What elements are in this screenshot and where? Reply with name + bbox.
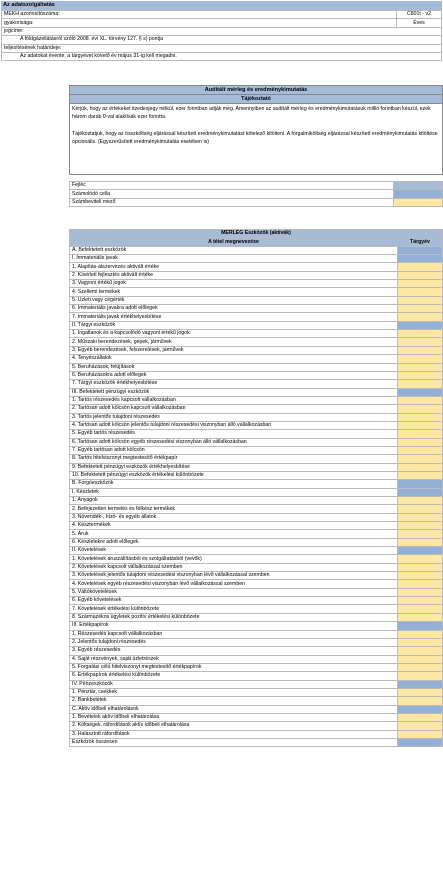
row-label: 3. Követelések jelentős tulajdoni részesedési viszonyban lévő vállalkozással szemben [70, 572, 398, 580]
deadline-label: teljesítésének határideje: [2, 44, 442, 52]
row-label: 1. Tartós részesedés kapcsolt vállalkozásban [70, 396, 398, 404]
legend-header-swatch [394, 182, 443, 190]
row-label: 2. Jelentős tulajdoni részesedés [70, 638, 398, 646]
input-cell[interactable] [398, 655, 443, 663]
calculated-cell [398, 680, 443, 688]
table-row [70, 288, 443, 296]
row-label: 8. Származékos ügyletek pozitív értékelési különbözete [70, 613, 398, 621]
table-row [70, 321, 443, 329]
input-cell[interactable] [398, 697, 443, 705]
table-row [70, 513, 443, 521]
row-label: 7. Tárgyi eszközök értékhelyesbítése [70, 380, 398, 388]
table-row [70, 672, 443, 680]
input-cell[interactable] [398, 405, 443, 413]
table-row [70, 471, 443, 479]
input-cell[interactable] [398, 430, 443, 438]
calculated-cell [398, 388, 443, 396]
input-cell[interactable] [398, 271, 443, 279]
row-label: 4. Tartósan adott kölcsön jelentős tulajdoni részesedési viszonyban álló vállalkozásban [70, 421, 398, 429]
row-label: 7. Egyéb tartósan adott kölcsön [70, 446, 398, 454]
table-row [70, 346, 443, 354]
row-label: II. Tárgyi eszközök [70, 321, 398, 329]
row-label: 1. Ingatlanok és a kapcsolódó vagyoni értékű jogok [70, 330, 398, 338]
legal-basis-text: A földgázellátásról szóló 2008. évi XL. törvény 127. § s) pontja [2, 36, 442, 44]
table-row [70, 580, 443, 588]
row-label: 2. Műszaki berendezések, gépek, járművek [70, 338, 398, 346]
table-row [70, 438, 443, 446]
input-cell[interactable] [398, 338, 443, 346]
table-row [70, 280, 443, 288]
table-row [70, 430, 443, 438]
table-row [70, 530, 443, 538]
legend-header-label: Fejléc [70, 182, 394, 190]
input-cell[interactable] [398, 580, 443, 588]
row-label: 3. Halasztott ráfordítások [70, 730, 398, 738]
input-cell[interactable] [398, 505, 443, 513]
row-label: 3. Tartós jelentős tulajdoni részesedés [70, 413, 398, 421]
deadline-text: Az adatokat évente, a tárgyévet követő év május 31-ig kell megadni. [2, 52, 442, 60]
row-label: 3. Egyéb berendezések, felszerelések, járművek [70, 346, 398, 354]
input-cell[interactable] [398, 371, 443, 379]
table-row [70, 705, 443, 713]
table-row [70, 730, 443, 738]
calculated-cell [398, 321, 443, 329]
row-label: 3. Vagyoni értékű jogok [70, 280, 398, 288]
column-current-year: Tárgyév [398, 238, 443, 246]
info-table [1, 10, 442, 61]
table-row [70, 413, 443, 421]
row-label: 9. Befektetett pénzügyi eszközök értékhelyesbítése [70, 463, 398, 471]
input-cell[interactable] [398, 530, 443, 538]
table-row [70, 547, 443, 555]
table-row [70, 355, 443, 363]
input-cell[interactable] [398, 647, 443, 655]
balance-title: MÉRLEG Eszközök (aktívák) [70, 230, 443, 238]
table-row [70, 488, 443, 496]
input-cell[interactable] [398, 597, 443, 605]
audit-info-box [69, 85, 443, 175]
row-label: 4. Saját részvények, saját üzletrészek [70, 655, 398, 663]
input-cell[interactable] [398, 346, 443, 354]
input-cell[interactable] [398, 730, 443, 738]
calculated-cell [398, 488, 443, 496]
legend-input-swatch [394, 198, 443, 206]
input-cell[interactable] [398, 605, 443, 613]
audit-body [70, 104, 442, 174]
row-label: IV. Pénzeszközök [70, 680, 398, 688]
input-cell[interactable] [398, 638, 443, 646]
table-row [70, 563, 443, 571]
table-row [70, 713, 443, 721]
table-row [70, 697, 443, 705]
row-label: 2. Tartósan adott kölcsön kapcsolt vállalkozásban [70, 405, 398, 413]
row-label: 4. Tenyészállatok [70, 355, 398, 363]
row-label: 6. Tartósan adott kölcsön egyéb részesedési viszonyban álló vállalkozásban [70, 438, 398, 446]
table-row [70, 555, 443, 563]
input-cell[interactable] [398, 513, 443, 521]
calculated-cell [398, 622, 443, 630]
table-row [70, 722, 443, 730]
input-cell[interactable] [398, 288, 443, 296]
row-label: 5. Forgatási célú hitelviszonyt megtestesítő értékpapírok [70, 663, 398, 671]
table-row [70, 463, 443, 471]
row-label: 2. Kísérleti fejlesztés aktivált értéke [70, 271, 398, 279]
input-cell[interactable] [398, 296, 443, 304]
input-cell[interactable] [398, 263, 443, 271]
row-label: 5. Üzleti vagy cégérték [70, 296, 398, 304]
row-label: 5. Beruházások, felújítások [70, 363, 398, 371]
table-row [70, 680, 443, 688]
legend-input-label: Számbeviteli mező [70, 198, 394, 206]
row-label: 5. Egyéb tartós részesedés [70, 430, 398, 438]
row-label: III. Értékpapírok [70, 622, 398, 630]
input-cell[interactable] [398, 446, 443, 454]
row-label: 4. Követelések egyéb részesedési viszonyban lévő vállalkozással szemben [70, 580, 398, 588]
table-row [70, 388, 443, 396]
legend-calculated-label: Számolódó cella [70, 190, 394, 198]
table-row [70, 363, 443, 371]
row-label: 6. Értékpapírok értékelési különbözete [70, 672, 398, 680]
table-row [70, 480, 443, 488]
table-row [70, 421, 443, 429]
table-row [70, 380, 443, 388]
color-legend [69, 181, 443, 207]
row-label: 3. Növendék-, hízó- és egyéb állatok [70, 513, 398, 521]
input-cell[interactable] [398, 330, 443, 338]
row-label: 2. Befejezetlen termelés és félkész termékek [70, 505, 398, 513]
row-label: A. Befektetett eszközök [70, 246, 398, 254]
table-row [70, 738, 443, 746]
legal-basis-label: jogcíme: [2, 27, 442, 35]
input-cell[interactable] [398, 497, 443, 505]
row-label: 1. Követelések áruszállításból és szolgáltatásból (vevők) [70, 555, 398, 563]
input-cell[interactable] [398, 672, 443, 680]
table-row [70, 296, 443, 304]
calculated-cell [398, 255, 443, 263]
table-row [70, 330, 443, 338]
input-cell[interactable] [398, 305, 443, 313]
input-cell[interactable] [398, 313, 443, 321]
row-label: 1. Anyagok [70, 497, 398, 505]
audit-paragraph-1: Kérjük, hogy az értékeket tizedesjegy nélkül, ezer forintban adják meg. Amennyiben az auditált mérleg és eredménykimutatásuk millió forintban készül, ezek három darab 0-val alakítsák ezer forintta. [72, 106, 431, 120]
audit-subtitle: Tájékoztató [70, 95, 442, 104]
table-row [70, 605, 443, 613]
table-row [70, 638, 443, 646]
input-cell[interactable] [398, 572, 443, 580]
table-row [70, 246, 443, 254]
calculated-cell [398, 738, 443, 746]
row-label: 2. Költségek, ráfordítások aktív időbeli elhatárolása [70, 722, 398, 730]
calculated-cell [398, 705, 443, 713]
row-label: 1. Alapítás-átszervezés aktivált értéke [70, 263, 398, 271]
input-cell[interactable] [398, 563, 443, 571]
row-label: 2. Bankbetétek [70, 697, 398, 705]
input-cell[interactable] [398, 522, 443, 530]
mekh-id-value: C801t - v2 [397, 11, 442, 19]
table-row [70, 305, 443, 313]
input-cell[interactable] [398, 421, 443, 429]
table-row [70, 588, 443, 596]
row-label: 7. Követelések értékelési különbözete [70, 605, 398, 613]
table-row [70, 446, 443, 454]
row-label: 1. Részesedés kapcsolt vállalkozásban [70, 630, 398, 638]
balance-sheet-table [69, 229, 443, 747]
input-cell[interactable] [398, 455, 443, 463]
input-cell[interactable] [398, 355, 443, 363]
row-label: C. Aktív időbeli elhatárolások [70, 705, 398, 713]
table-row [70, 497, 443, 505]
table-row [70, 338, 443, 346]
table-row [70, 255, 443, 263]
row-label: 1. Bevételek aktív időbeli elhatárolása [70, 713, 398, 721]
row-label: B. Forgóeszközök [70, 480, 398, 488]
input-cell[interactable] [398, 555, 443, 563]
table-row [70, 663, 443, 671]
input-cell[interactable] [398, 588, 443, 596]
table-row [70, 538, 443, 546]
table-row [70, 263, 443, 271]
input-cell[interactable] [398, 438, 443, 446]
input-cell[interactable] [398, 463, 443, 471]
table-row [70, 630, 443, 638]
audit-paragraph-2: Tájékoztatjuk, hogy az összköltség eljárással készített eredménykimutatást kötelező kitölteni. A forgalmiköltség eljárással készített eredménykimutatás kitöltése opcionális. (Egyszerűsített eredménykimutatás esetében is) [72, 131, 438, 145]
row-label: 4. Szellemi termékek [70, 288, 398, 296]
row-label: I. Immateriális javak [70, 255, 398, 263]
mekh-id-label: MEKH azonosítószáma: [2, 11, 397, 19]
audit-title: Auditált mérleg és eredménykimutatás [70, 86, 442, 95]
table-row [70, 371, 443, 379]
frequency-label: gyakorisága: [2, 19, 397, 27]
legend-calculated-swatch [394, 190, 443, 198]
input-cell[interactable] [398, 688, 443, 696]
table-row [70, 405, 443, 413]
row-label: 6. Egyéb követelések [70, 597, 398, 605]
table-row [70, 505, 443, 513]
calculated-cell [398, 547, 443, 555]
row-label: 3. Egyéb részesedés [70, 647, 398, 655]
table-row [70, 396, 443, 404]
input-cell[interactable] [398, 363, 443, 371]
row-label: I. Készletek [70, 488, 398, 496]
column-item-name: A tétel megnevezése [70, 238, 398, 246]
input-cell[interactable] [398, 613, 443, 621]
calculated-cell [398, 246, 443, 254]
table-row [70, 522, 443, 530]
row-label: 4. Késztermékek [70, 522, 398, 530]
row-label: 6. Készletekre adott előlegek [70, 538, 398, 546]
table-row [70, 688, 443, 696]
calculated-cell [398, 480, 443, 488]
input-cell[interactable] [398, 280, 443, 288]
table-row [70, 597, 443, 605]
row-label: 6. Beruházásokra adott előlegek [70, 371, 398, 379]
input-cell[interactable] [398, 538, 443, 546]
input-cell[interactable] [398, 380, 443, 388]
row-label: 7. Immateriális javak értékhelyesbítése [70, 313, 398, 321]
input-cell[interactable] [398, 713, 443, 721]
row-label: 5. Áruk [70, 530, 398, 538]
row-label: Eszközök összesen [70, 738, 398, 746]
input-cell[interactable] [398, 413, 443, 421]
input-cell[interactable] [398, 471, 443, 479]
table-row [70, 455, 443, 463]
frequency-value: Éves [397, 19, 442, 27]
section-header: Az adatszolgáltatás [1, 1, 442, 10]
table-row [70, 622, 443, 630]
table-row [70, 271, 443, 279]
row-label: 6. Immateriális javakra adott előlegek [70, 305, 398, 313]
input-cell[interactable] [398, 396, 443, 404]
row-label: II. Követelések [70, 547, 398, 555]
table-row [70, 655, 443, 663]
table-row [70, 647, 443, 655]
row-label: 1. Pénztár, csekkek [70, 688, 398, 696]
row-label: 5. Váltókövetelések [70, 588, 398, 596]
row-label: 8. Tartós hitelviszonyt megtestesítő értékpapír [70, 455, 398, 463]
table-row [70, 313, 443, 321]
table-row [70, 613, 443, 621]
row-label: 10. Befektetett pénzügyi eszközök értékelési különbözete [70, 471, 398, 479]
input-cell[interactable] [398, 722, 443, 730]
table-row [70, 572, 443, 580]
row-label: 2. Követelések kapcsolt vállalkozással szemben [70, 563, 398, 571]
row-label: III. Befektetett pénzügyi eszközök [70, 388, 398, 396]
input-cell[interactable] [398, 630, 443, 638]
input-cell[interactable] [398, 663, 443, 671]
